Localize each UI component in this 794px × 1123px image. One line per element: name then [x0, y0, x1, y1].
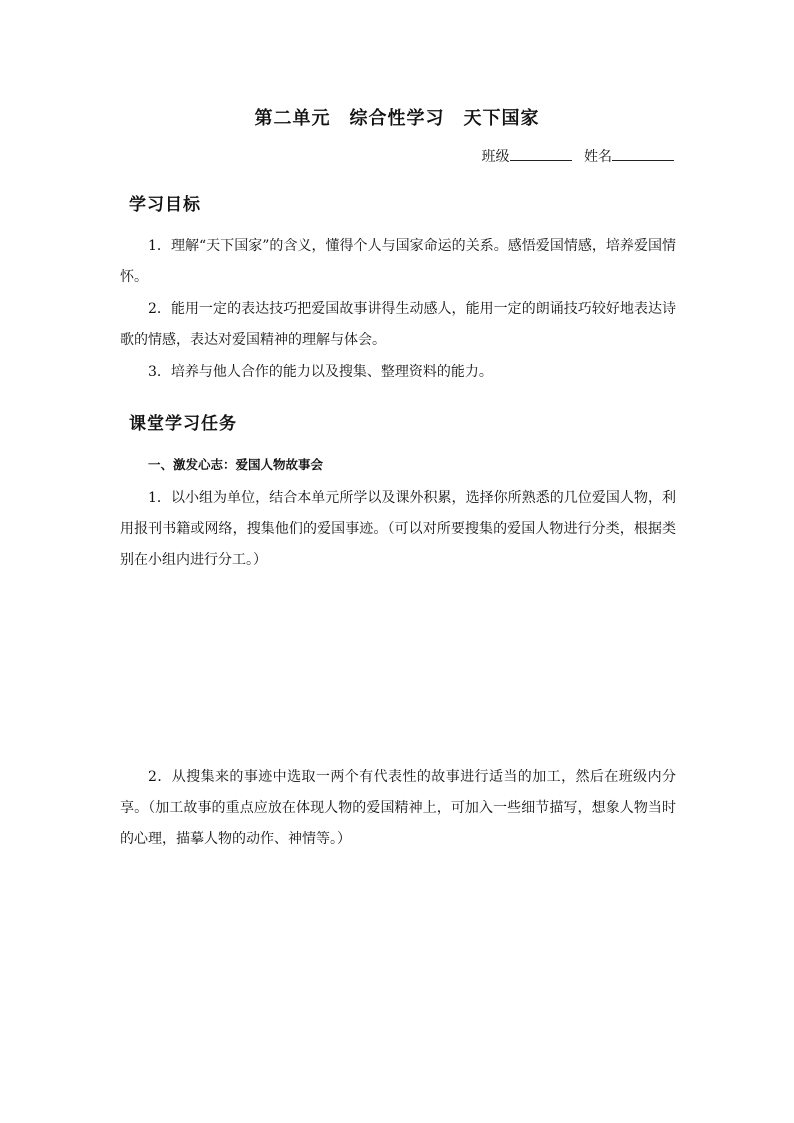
task-item-1: 1．以小组为单位，结合本单元所学以及课外积累，选择你所熟悉的几位爱国人物，利用报刊书籍或网络，搜集他们的爱国事迹。（可以对所要搜集的爱国人物进行分类，根据类别在小组内进行分工。） — [120, 490, 676, 568]
task-item-2: 2．从搜集来的事迹中选取一两个有代表性的故事进行适当的加工，然后在班级内分享。（加工故事的重点应放在体现人物的爱国精神上，可加入一些细节描写，想象人物当时的心理，描摹人物的动作、神情等。） — [120, 769, 676, 847]
student-info-line — [482, 146, 674, 166]
goal-item-3: 3．培养与他人合作的能力以及搜集、整理资料的能力。 — [148, 364, 493, 380]
name-blank-field[interactable] — [612, 147, 674, 161]
name-label: 姓名 — [584, 149, 612, 165]
class-tasks-heading: 课堂学习任务 — [120, 412, 243, 436]
learning-goals-heading: 学习目标 — [120, 193, 207, 217]
page-title: 第二单元 综合性学习 天下国家 — [254, 108, 540, 129]
class-blank-field[interactable] — [510, 147, 572, 161]
task-part1-title: 一、激发心志：爱国人物故事会 — [148, 457, 324, 472]
goal-item-1: 1．理解“天下国家”的含义，懂得个人与国家命运的关系。感悟爱国情感，培养爱国情怀。 — [120, 238, 676, 285]
goal-item-2: 2．能用一定的表达技巧把爱国故事讲得生动感人，能用一定的朗诵技巧较好地表达诗歌的情感，表达对爱国精神的理解与体会。 — [120, 301, 676, 348]
class-label: 班级 — [481, 149, 510, 165]
